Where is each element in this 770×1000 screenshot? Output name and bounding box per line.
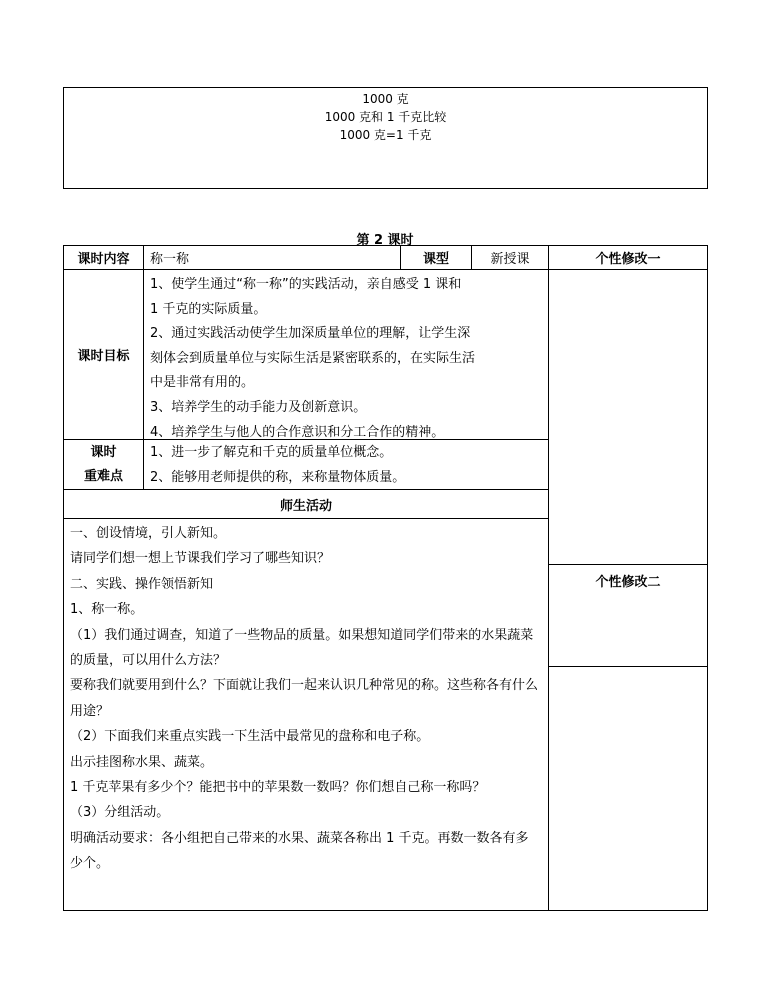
type-label-cell [400, 245, 472, 270]
key-points-label-line1: 课时 [90, 444, 117, 460]
activity-paragraph: 一、创设情境，引人新知。 [70, 526, 227, 541]
activity-paragraph: 要称我们就要用到什么？下面就让我们一起来认识几种常见的称。这些称各有什么用途？ [70, 678, 539, 719]
revision-two-label: 个性修改二 [595, 575, 661, 590]
objective-line: 刻体会到质量单位与实际生活是紧密联系的，在实际生活 [150, 350, 476, 366]
activity-paragraph: （2）下面我们来重点实践一下生活中最常见的盘称和电子称。 [70, 729, 430, 745]
revision-two-cell [548, 564, 708, 667]
objectives-label-cell [63, 269, 144, 440]
activity-paragraph: 请同学们想一想上节课我们学习了哪些知识？ [70, 551, 331, 567]
activity-paragraph: 1、称一称。 [70, 602, 144, 618]
key-points-label-cell [63, 439, 144, 490]
content-value-cell [143, 245, 401, 270]
box-line-1: 1000 克 [362, 92, 409, 106]
previous-lesson-box [63, 87, 708, 189]
content-label: 课时内容 [77, 252, 130, 267]
activities-header-cell [63, 489, 549, 519]
content-label-cell [63, 245, 144, 270]
key-points-content [143, 439, 549, 490]
objectives-label: 课时目标 [77, 349, 130, 364]
lesson-title: 第 2 课时 [356, 233, 414, 248]
type-label: 课型 [422, 252, 449, 267]
activity-paragraph: 二、实践、操作领悟新知 [70, 576, 214, 592]
activities-content [63, 518, 549, 911]
revision-two-area [548, 666, 708, 911]
activities-header: 师生活动 [279, 498, 332, 514]
box-line-3: 1000 克=1 千克 [339, 128, 432, 142]
content-value: 称一称 [150, 252, 190, 267]
activity-paragraph: （3）分组活动。 [70, 805, 170, 821]
objective-line: 中是非常有用的。 [150, 375, 255, 391]
revision-one-label: 个性修改一 [595, 252, 661, 267]
box-line-2: 1000 克和 1 千克比较 [324, 110, 447, 124]
activities-text [64, 519, 548, 877]
revision-one-area [548, 269, 708, 565]
objective-line: 2、通过实践活动使学生加深质量单位的理解，让学生深 [150, 326, 471, 342]
type-value: 新授课 [490, 252, 530, 267]
activity-paragraph: （1）我们通过调查，知道了一些物品的质量。如果想知道同学们带来的水果蔬菜的质量，可以用什么方法？ [70, 627, 534, 669]
objective-line: 3、培养学生的动手能力及创新意识。 [150, 399, 367, 415]
objective-line: 1 千克的实际质量。 [150, 301, 267, 317]
objective-line: 4、培养学生与他人的合作意识和分工合作的精神。 [150, 424, 445, 440]
key-points-label-line2: 重难点 [83, 468, 123, 484]
type-value-cell [471, 245, 549, 270]
key-point-line: 2、能够用老师提供的称，来称量物体质量。 [150, 469, 406, 485]
revision-one-header-cell [548, 245, 708, 270]
activity-paragraph: 明确活动要求：各小组把自己带来的水果、蔬菜各称出 1 千克。再数一数各有多少个。 [70, 830, 529, 872]
activity-paragraph: 1 千克苹果有多少个？能把书中的苹果数一数吗？你们想自己称一称吗？ [70, 780, 486, 796]
key-point-line: 1、进一步了解克和千克的质量单位概念。 [150, 445, 393, 460]
activity-paragraph: 出示挂图称水果、蔬菜。 [70, 754, 214, 770]
objectives-content [143, 269, 549, 440]
objective-line: 1、使学生通过“称一称”的实践活动，亲自感受 1 课和 [150, 277, 462, 292]
